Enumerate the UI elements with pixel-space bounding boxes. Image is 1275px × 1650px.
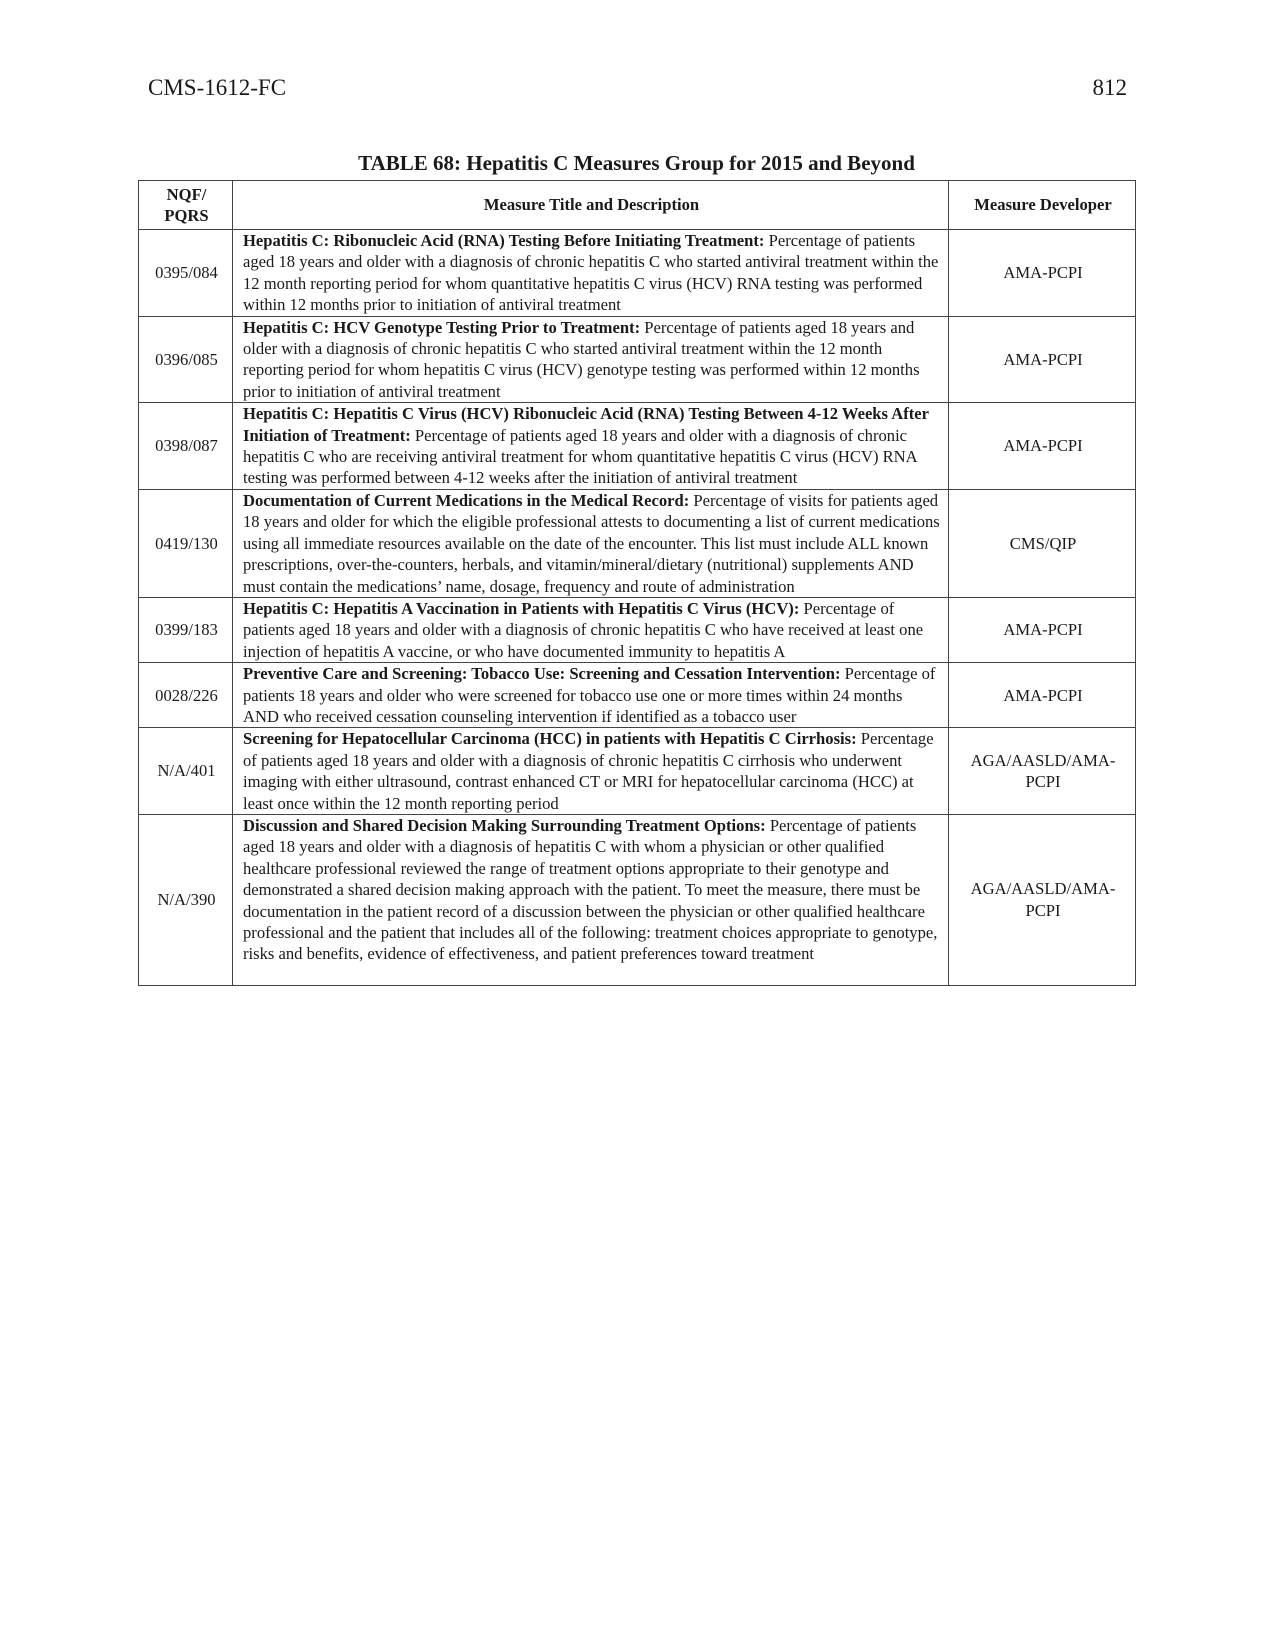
- measure-developer: AMA-PCPI: [949, 597, 1136, 662]
- measure-description: Percentage of visits for patients aged 18 years and older for which the eligible professional attests to documenting a list of current medications using all immediate resources available on the date of the encounter. This list must include ALL known prescriptions, over-the-counters, herbals, and vitamin/mineral/dietary (nutritional) supplements AND must contain the medications’ name, dosage, frequency and route of administration: [243, 490, 940, 596]
- table-row: [139, 316, 1136, 403]
- table-header-row: [139, 181, 1136, 230]
- measure-description-cell: [233, 403, 949, 490]
- measure-developer: AGA/AASLD/AMA-PCPI: [949, 814, 1136, 985]
- measure-id: N/A/401: [139, 728, 233, 815]
- measure-description-cell: [233, 728, 949, 815]
- table-row: [139, 814, 1136, 985]
- table-row: [139, 728, 1136, 815]
- measure-title: Preventive Care and Screening: Tobacco Use: Screening and Cessation Intervention:: [243, 664, 841, 684]
- measure-description: Percentage of patients 18 years and older who were screened for tobacco use one or more times within 24 months AND who received cessation counseling intervention if identified as a tobacco user: [243, 664, 936, 726]
- measure-title: Screening for Hepatocellular Carcinoma (HCC) in patients with Hepatitis C Cirrhosis:: [243, 729, 857, 749]
- table-title: TABLE 68: Hepatitis C Measures Group for 2015 and Beyond: [358, 151, 915, 175]
- measure-id: 0419/130: [139, 489, 233, 597]
- measure-description-cell: [233, 597, 949, 662]
- measure-description-cell: [233, 663, 949, 728]
- table-row: [139, 403, 1136, 490]
- table-row: [139, 663, 1136, 728]
- header-pqrs: PQRS: [164, 206, 209, 225]
- measure-developer: AMA-PCPI: [949, 403, 1136, 490]
- measure-title: Hepatitis C: HCV Genotype Testing Prior to Treatment:: [243, 317, 641, 337]
- measure-developer: AGA/AASLD/AMA-PCPI: [949, 728, 1136, 815]
- measure-description-cell: [233, 489, 949, 597]
- measure-description: Percentage of patients aged 18 years and older with a diagnosis of chronic hepatitis C who have received at least one injection of hepatitis A vaccine, or who have documented immunity to hepatitis A: [243, 598, 924, 661]
- measure-title: Hepatitis C: Hepatitis C Virus (HCV) Ribonucleic Acid (RNA) Testing Between 4-12 Weeks After Initiation of Treatment:: [243, 404, 929, 445]
- measure-description-cell: [233, 814, 949, 985]
- document-id: CMS-1612-FC: [148, 75, 287, 100]
- header-nqf: NQF/: [166, 184, 207, 204]
- measure-title: Hepatitis C: Ribonucleic Acid (RNA) Testing Before Initiating Treatment:: [243, 231, 765, 250]
- header-nqf-pqrs: [139, 181, 233, 230]
- measure-id: 0396/085: [139, 316, 233, 403]
- table-row: [139, 489, 1136, 597]
- measure-description: Percentage of patients aged 18 years and older with a diagnosis of chronic hepatitis C who started antiviral treatment within the 12 month reporting period for whom hepatitis C virus (HCV) genotype testing was performed within 12 months prior to initiation of antiviral treatment: [243, 317, 920, 401]
- page-number: 812: [1092, 75, 1127, 100]
- measure-developer: AMA-PCPI: [949, 316, 1136, 403]
- header-measure-title: Measure Title and Description: [233, 181, 949, 230]
- measure-title: Hepatitis C: Hepatitis A Vaccination in Patients with Hepatitis C Virus (HCV):: [243, 598, 800, 618]
- measure-developer: CMS/QIP: [949, 489, 1136, 597]
- measure-description: Percentage of patients aged 18 years and older with a diagnosis of hepatitis C with whom a physician or other qualified healthcare professional reviewed the range of treatment options appropriate to their genotype and demonstrated a shared decision making approach with the patient. To meet the measure, there must be documentation in the patient record of a discussion between the physician or other qualified healthcare professional and the patient that includes all of the following: treatment choices appropriate to genotype, risks and benefits, evidence of effectiveness, and patient preferences toward treatment: [243, 815, 938, 964]
- measure-description-cell: [233, 230, 949, 317]
- measures-table: [138, 180, 1136, 986]
- measure-id: 0398/087: [139, 403, 233, 490]
- measure-id: 0028/226: [139, 663, 233, 728]
- measure-developer: AMA-PCPI: [949, 230, 1136, 317]
- measure-description: Percentage of patients aged 18 years and older with a diagnosis of chronic hepatitis C who started antiviral treatment within the 12 month reporting period for whom quantitative hepatitis C virus (HCV) RNA testing was performed within 12 months prior to initiation of antiviral treatment: [243, 231, 939, 315]
- measure-description-cell: [233, 316, 949, 403]
- table-row: [139, 597, 1136, 662]
- measure-description: Percentage of patients aged 18 years and older with a diagnosis of chronic hepatitis C who are receiving antiviral treatment for whom quantitative hepatitis C virus (HCV) RNA testing was performed between 4-12 weeks after the initiation of antiviral treatment: [243, 425, 917, 488]
- measure-developer: AMA-PCPI: [949, 663, 1136, 728]
- measure-description: Percentage of patients aged 18 years and older with a diagnosis of chronic hepatitis C cirrhosis who underwent imaging with either ultrasound, contrast enhanced CT or MRI for hepatocellular carcinoma (HCC) at least once within the 12 month reporting period: [243, 729, 934, 813]
- table-row: [139, 230, 1136, 317]
- measure-title: Documentation of Current Medications in the Medical Record:: [243, 490, 690, 510]
- header-measure-developer: Measure Developer: [949, 181, 1136, 230]
- measure-title: Discussion and Shared Decision Making Surrounding Treatment Options:: [243, 815, 766, 835]
- measure-id: 0399/183: [139, 597, 233, 662]
- measure-id: N/A/390: [139, 814, 233, 985]
- measure-id: 0395/084: [139, 230, 233, 317]
